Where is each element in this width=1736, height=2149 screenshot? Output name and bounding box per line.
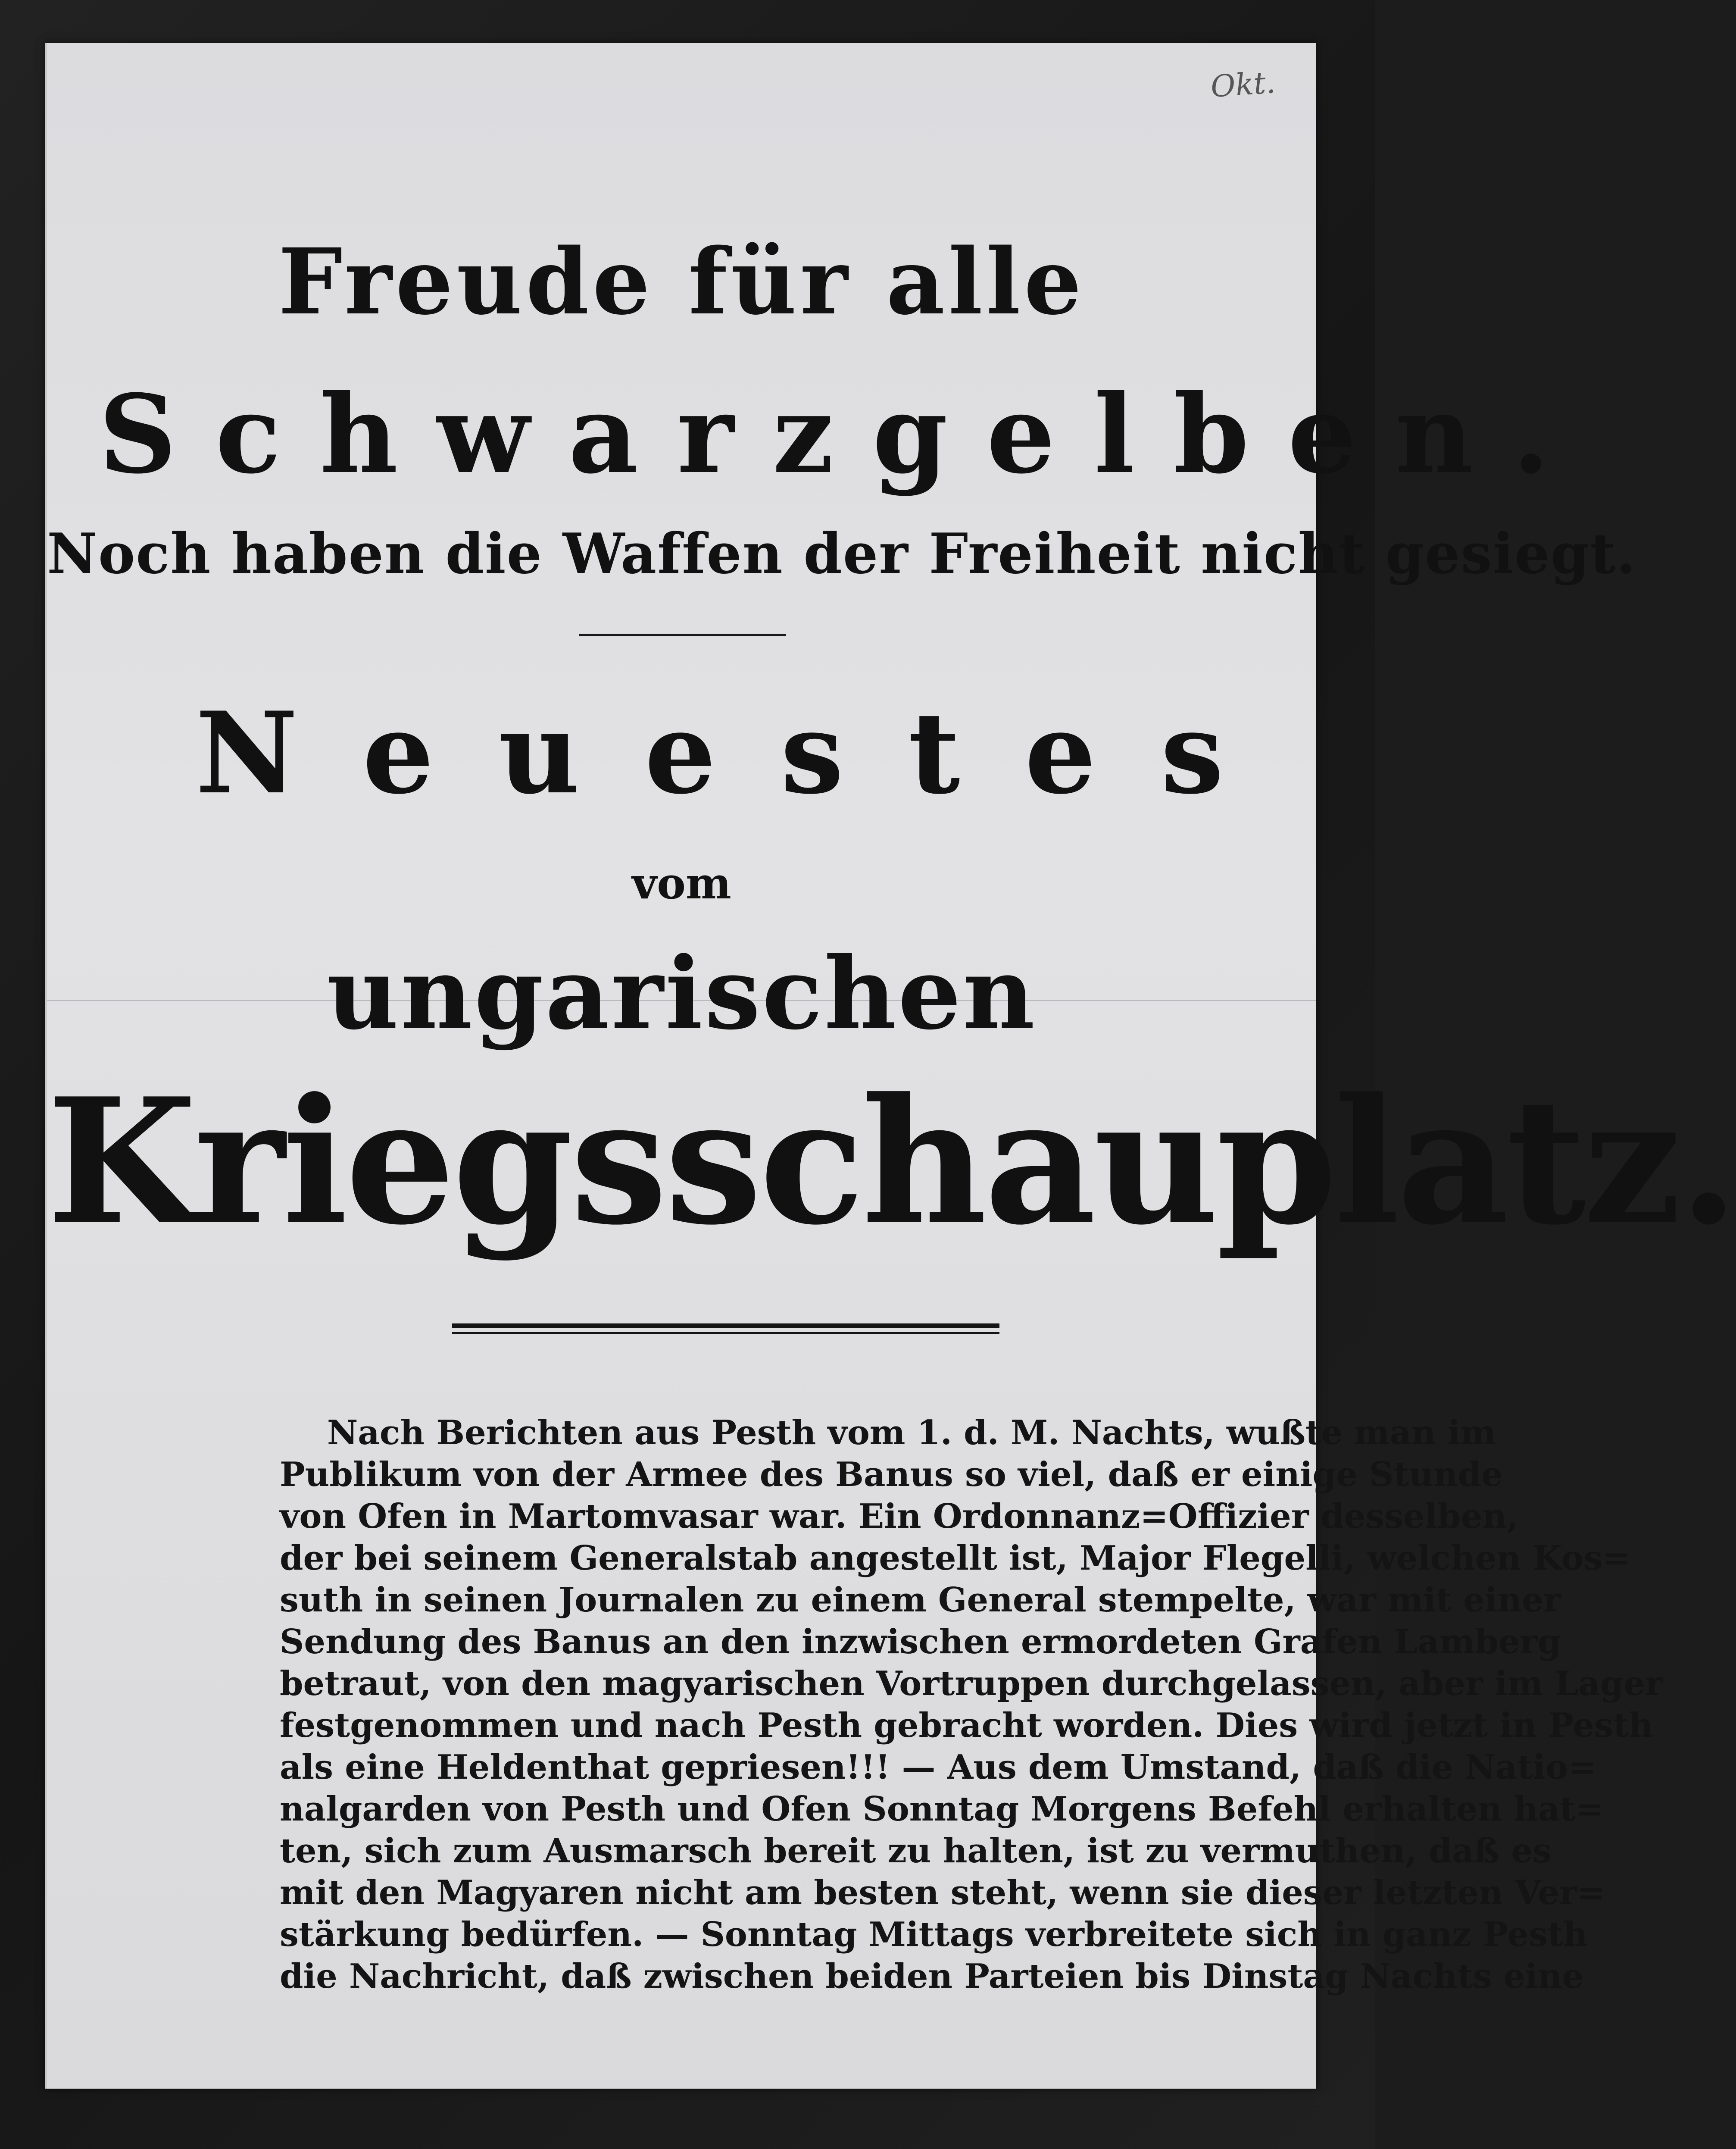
body-line: ten, sich zum Ausmarsch bereit zu halten, ist zu vermuthen, daß es — [280, 1831, 1552, 1871]
short-divider-rule — [579, 634, 786, 636]
headline-freude: Freude für alle — [278, 228, 1085, 335]
body-line: nalgarden von Pesth und Ofen Sonntag Morgens Befehl erhalten hat= — [280, 1789, 1604, 1829]
body-line: mit den Magyaren nicht am besten steht, wenn sie dieser letzten Ver= — [280, 1873, 1605, 1912]
body-line: Sendung des Banus an den inzwischen ermordeten Grafen Lamberg — [280, 1622, 1561, 1661]
body-line: betraut, von den magyarischen Vortruppen durchgelassen, aber im Lager — [280, 1664, 1663, 1703]
body-line: Publikum von der Armee des Banus so viel, daß er einige Stunde — [280, 1455, 1503, 1494]
headline-subtitle: Noch haben die Waffen der Freiheit nicht gesiegt. — [47, 522, 1636, 586]
body-line: von Ofen in Martomvasar war. Ein Ordonnanz=Offizier desselben, — [280, 1497, 1519, 1536]
body-line: die Nachricht, daß zwischen beiden Parteien bis Dinstag Nachts eine — [280, 1957, 1584, 1996]
headline-neuestes: Neuestes — [195, 688, 1289, 819]
body-line: suth in seinen Journalen zu einem General stempelte, war mit einer — [280, 1580, 1561, 1620]
headline-ungarischen: ungarischen — [326, 935, 1037, 1052]
handwritten-annotation: Okt. — [1209, 64, 1277, 105]
double-divider-rule — [452, 1323, 999, 1334]
body-line: stärkung bedürfen. — Sonntag Mittags verbreitete sich in ganz Pesth — [280, 1915, 1588, 1954]
headline-kriegsschauplatz: Kriegsschauplatz. — [47, 1060, 1736, 1263]
broadside-sheet — [45, 43, 1736, 2089]
headline-vom: vom — [632, 858, 731, 909]
body-line: Nach Berichten aus Pesth vom 1. d. M. Nachts, wußte man im — [327, 1413, 1496, 1452]
body-line: festgenommen und nach Pesth gebracht worden. Dies wird jetzt in Pesth — [280, 1706, 1653, 1745]
body-line: der bei seinem Generalstab angestellt ist, Major Flegelli, welchen Kos= — [280, 1539, 1631, 1578]
article-body — [280, 1412, 1663, 1997]
headline-schwarzgelben: Schwarzgelben. — [99, 371, 1589, 497]
body-line: als eine Heldenthat gepriesen!!! — Aus dem Umstand, daß die Natio= — [280, 1748, 1596, 1787]
